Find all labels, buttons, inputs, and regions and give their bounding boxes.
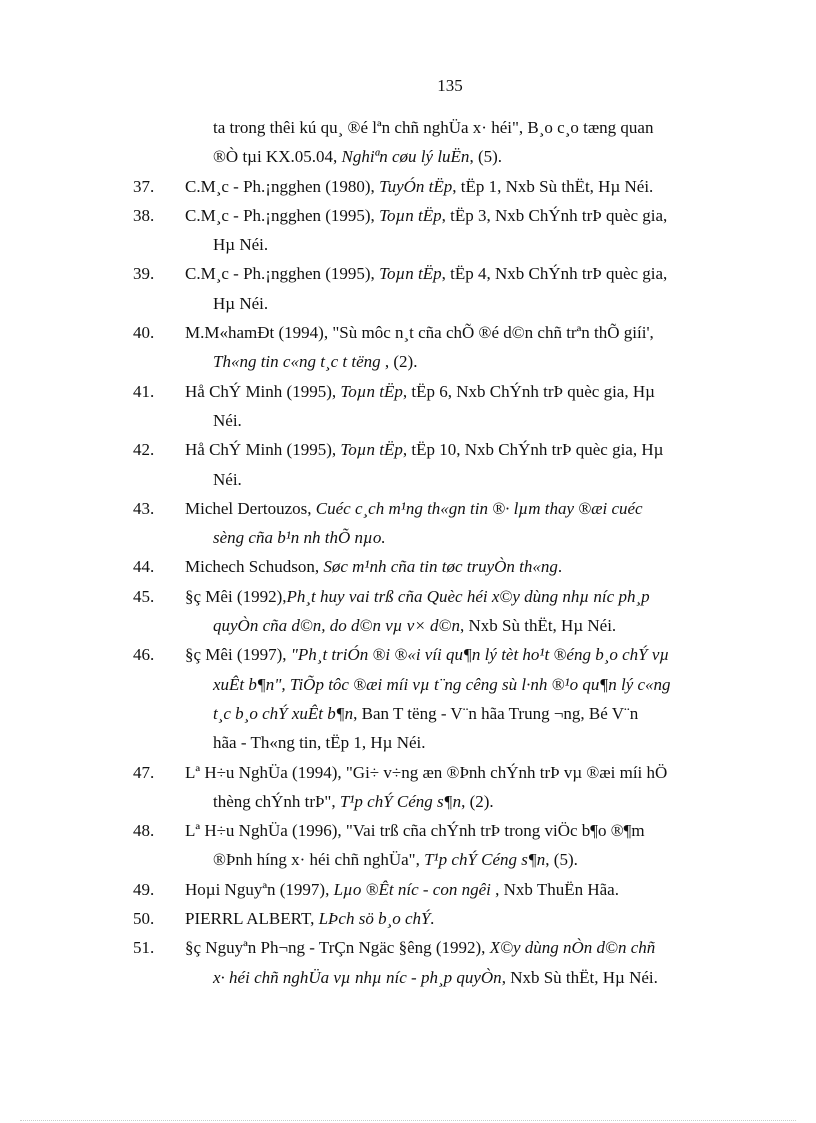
reference-number: 40.: [133, 323, 155, 343]
reference-number: 38.: [133, 205, 155, 225]
reference-text: , (2).: [461, 791, 494, 811]
reference-title: Toµn tËp: [340, 381, 403, 401]
reference-text: Lª H÷u NghÜa (1996), "Vai trß cña chÝnh trÞ trong viÖc b¶o ®¶m: [185, 821, 645, 841]
reference-number: 45.: [133, 586, 155, 606]
reference-title: X©y dùng nÒn d©n chñ: [489, 938, 656, 958]
reference-title: t¸c b¸o chÝ xuÊt b¶n: [213, 703, 354, 723]
reference-text: C.M¸c - Ph.¡ngghen (1995),: [185, 205, 380, 225]
reference-title: quyÒn cña d©n, do d©n vµ v× d©n: [213, 616, 460, 636]
reference-entry: [0, 259, 816, 318]
reference-title: Cuéc c¸ch m¹ng th«gn tin ®· lµm thay ®æi cuéc: [315, 498, 643, 518]
reference-title: x· héi chñ nghÜa vµ nhµ níc - ph¸p quyÒn: [213, 967, 502, 987]
reference-line: [185, 640, 738, 669]
reference-number: 41.: [133, 381, 155, 401]
reference-line: [185, 494, 738, 523]
reference-text: , tËp 1, Nxb Sù thËt, Hµ Néi.: [452, 176, 654, 196]
reference-text: , tËp 6, Nxb ChÝnh trÞ quèc gia, Hµ: [402, 381, 655, 401]
reference-line: [185, 201, 738, 230]
reference-text: Hå ChÝ Minh (1995),: [185, 440, 341, 460]
reference-text: §ç Mêi (1997),: [185, 645, 291, 665]
reference-line: [213, 465, 738, 494]
reference-text: Hµ Néi.: [213, 293, 269, 313]
reference-number: 37.: [133, 176, 155, 196]
reference-title: sèng cña b¹n nh thÕ nµo.: [213, 528, 386, 548]
reference-line: [185, 552, 738, 581]
reference-title: Th«ng tin c«ng t¸c t tëng: [213, 352, 381, 372]
reference-list: [0, 113, 816, 992]
reference-text: Hå ChÝ Minh (1995),: [185, 381, 341, 401]
reference-line: [185, 582, 738, 611]
reference-title: T¹p chÝ Céng s¶n: [339, 791, 462, 811]
reference-title: Toµn tËp: [340, 440, 403, 460]
reference-entry: [0, 933, 816, 992]
reference-line: [185, 816, 738, 845]
reference-entry: [0, 582, 816, 641]
reference-text: Néi.: [213, 469, 242, 489]
reference-title: LÞch sö b¸o chÝ.: [318, 909, 435, 929]
reference-text: , tËp 10, Nxb ChÝnh trÞ quèc gia, Hµ: [402, 440, 664, 460]
reference-number: 49.: [133, 879, 155, 899]
reference-number: 42.: [133, 440, 155, 460]
continuation-line-1: ta trong thêi kú qu¸ ®é lªn chñ nghÜa x· héi", B¸o c¸o tæng quan: [213, 118, 654, 137]
reference-text: , Nxb Sù thËt, Hµ Néi.: [459, 616, 617, 636]
reference-line: [213, 963, 738, 992]
reference-title: Toµn tËp: [379, 205, 442, 225]
reference-entry: [0, 875, 816, 904]
reference-text: , tËp 3, Nxb ChÝnh trÞ quèc gia,: [441, 205, 668, 225]
reference-line: [213, 787, 738, 816]
reference-line: [213, 728, 738, 757]
reference-text: Michel Dertouzos,: [185, 498, 316, 518]
reference-entry: [0, 318, 816, 377]
reference-text: thèng chÝnh trÞ",: [213, 791, 340, 811]
reference-text: Michech Schudson,: [185, 557, 324, 577]
reference-line: [213, 347, 738, 376]
reference-line: [185, 904, 738, 933]
reference-entry: [0, 904, 816, 933]
reference-text: Hoµi Nguyªn (1997),: [185, 879, 334, 899]
reference-line: [185, 259, 738, 288]
reference-text: M.M«hamÐt (1994), "Sù môc n¸t cña chÕ ®é d©n chñ trªn thÕ giíi',: [185, 323, 654, 343]
reference-text: C.M¸c - Ph.¡ngghen (1995),: [185, 264, 380, 284]
reference-text: §ç Mêi (1992),: [185, 586, 287, 606]
reference-entry: [0, 201, 816, 260]
continuation-line-2: ®Ò tµi KX.05.04, Nghiªn cøu lý luËn, (5).: [213, 147, 503, 167]
reference-entry: [0, 172, 816, 201]
reference-text: .: [557, 557, 563, 577]
reference-continuation: [0, 113, 816, 172]
reference-line: [185, 875, 738, 904]
reference-line: [185, 377, 738, 406]
reference-entry: [0, 552, 816, 581]
reference-number: 50.: [133, 909, 155, 929]
reference-line: [185, 435, 738, 464]
reference-number: 39.: [133, 264, 155, 284]
reference-entry: [0, 435, 816, 494]
reference-entry: [0, 758, 816, 817]
reference-line: [185, 758, 738, 787]
reference-title: T¹p chÝ Céng s¶n: [424, 850, 546, 870]
reference-line: [213, 670, 738, 699]
reference-title: Ph¸t huy vai trß cña Quèc héi x©y dùng nhµ níc ph¸p: [286, 586, 650, 606]
reference-text: §ç Nguyªn Ph¬ng - TrÇn Ngäc §êng (1992),: [185, 938, 490, 958]
reference-text: Hµ Néi.: [213, 235, 269, 255]
reference-title: TuyÓn tËp: [379, 176, 453, 196]
reference-text: ®Þnh híng x· héi chñ nghÜa",: [213, 850, 425, 870]
reference-number: 51.: [133, 938, 155, 958]
reference-text: Néi.: [213, 410, 242, 430]
reference-text: , (5).: [545, 850, 578, 870]
page-edge-divider: [20, 1120, 796, 1121]
reference-text: , Nxb Sù thËt, Hµ Néi.: [501, 967, 658, 987]
reference-entry: [0, 494, 816, 553]
reference-line: [213, 845, 738, 874]
reference-number: 46.: [133, 645, 155, 665]
reference-text: , Nxb ThuËn Hãa.: [490, 879, 619, 899]
page-number: 135: [437, 76, 463, 95]
reference-text: PIERRL ALBERT,: [185, 909, 319, 929]
reference-line: [213, 523, 738, 552]
reference-line: [185, 318, 738, 347]
reference-number: 47.: [133, 762, 155, 782]
reference-text: , tËp 4, Nxb ChÝnh trÞ quèc gia,: [441, 264, 668, 284]
reference-line: [213, 289, 738, 318]
reference-title: Lµo ®Êt níc - con ngêi: [333, 879, 491, 899]
reference-text: hãa - Th«ng tin, tËp 1, Hµ Néi.: [213, 733, 426, 753]
reference-title: "Ph¸t triÓn ®i ®«i víi qu¶n lý tèt ho¹t ®éng b¸o chÝ vµ: [290, 645, 670, 665]
reference-line: [185, 172, 738, 201]
reference-number: 43.: [133, 498, 155, 518]
reference-line: [213, 699, 738, 728]
reference-entry: [0, 377, 816, 436]
reference-entry: [0, 816, 816, 875]
reference-line: [213, 611, 738, 640]
reference-line: [185, 933, 738, 962]
reference-entry: [0, 640, 816, 757]
reference-number: 48.: [133, 821, 155, 841]
reference-line: [213, 230, 738, 259]
reference-title: Toµn tËp: [379, 264, 442, 284]
reference-text: C.M¸c - Ph.¡ngghen (1980),: [185, 176, 380, 196]
reference-number: 44.: [133, 557, 155, 577]
reference-line: [213, 406, 738, 435]
reference-title: xuÊt b¶n", TiÕp tôc ®æi míi vµ t¨ng cêng sù l·nh ®¹o qu¶n lý c«ng: [213, 674, 671, 694]
reference-text: Lª H÷u NghÜa (1994), "Gi÷ v÷ng æn ®Þnh chÝnh trÞ vµ ®æi míi hÖ: [185, 762, 668, 782]
reference-text: , Ban T tëng - V¨n hãa Trung ¬ng, Bé V¨n: [353, 703, 639, 723]
reference-text: , (2).: [380, 352, 418, 372]
reference-title: Søc m¹nh cña tin tøc truyÒn th«ng: [323, 557, 558, 577]
